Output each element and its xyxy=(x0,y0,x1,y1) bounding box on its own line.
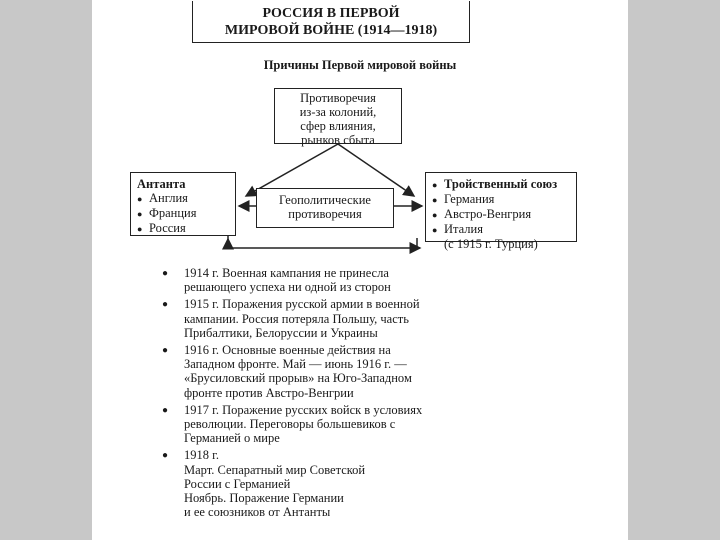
event-line: 1914 г. Военная кампания не принесла xyxy=(184,266,389,280)
event-line: «Брусиловский прорыв» на Юго-Западном xyxy=(184,371,412,386)
top-box-line-1: Противоречия xyxy=(300,91,376,105)
entente-item-label: Россия xyxy=(149,221,186,235)
event-line: России с Германией xyxy=(184,476,291,491)
geopolitical-contradictions-box xyxy=(256,188,394,228)
bullet-icon: ● xyxy=(432,195,438,205)
event-line: решающего успеха ни одной из сторон xyxy=(184,280,391,295)
event-line: революции. Переговоры большевиков с xyxy=(184,417,396,432)
diagram-heading: Причины Первой мировой войны xyxy=(263,58,457,72)
mid-box-line-1: Геополитические xyxy=(279,193,371,207)
left-gray-border xyxy=(0,0,92,540)
top-box-line-3: сфер влияния, xyxy=(300,119,376,133)
event-text xyxy=(184,297,420,340)
triple-alliance-item xyxy=(432,222,570,237)
triple-alliance-note-row xyxy=(432,237,570,251)
title-line-2: МИРОВОЙ ВОЙНЕ (1914—1918) xyxy=(224,23,438,38)
event-line: кампании. Россия потеряла Польшу, часть xyxy=(184,311,409,326)
bullet-icon: ● xyxy=(162,345,169,357)
event-line: 1917 г. Поражение русских войск в условиях xyxy=(184,402,423,417)
event-text xyxy=(184,343,412,400)
event-text xyxy=(184,403,422,446)
triple-alliance-box xyxy=(425,172,577,251)
event-line: Прибалтики, Белоруссии и Украины xyxy=(184,325,378,340)
entente-item-label: Англия xyxy=(149,191,188,205)
bullet-icon: ● xyxy=(137,194,143,204)
events-list xyxy=(162,266,522,522)
triple-alliance-note: (с 1915 г. Турция) xyxy=(444,237,538,251)
triple-alliance-title-row xyxy=(432,177,570,192)
top-box-line-4: рынков сбыта xyxy=(301,133,375,147)
bullet-icon: ● xyxy=(162,404,169,416)
event-line: 1918 г. xyxy=(184,448,219,463)
event-line: 1916 г. Основные военные действия на xyxy=(184,343,391,358)
triple-alliance-title: Тройственный союз xyxy=(444,177,558,191)
triple-alliance-item xyxy=(432,192,570,207)
mid-box-line-2: противоречия xyxy=(288,207,362,221)
event-item-1918 xyxy=(162,448,522,519)
event-item-1914 xyxy=(162,266,522,294)
event-item-1916 xyxy=(162,343,522,400)
bullet-icon: ● xyxy=(137,224,143,234)
event-line: Западном фронте. Май — июнь 1916 г. — xyxy=(184,357,407,372)
entente-title: Антанта xyxy=(137,177,186,191)
document-page xyxy=(92,0,628,540)
bullet-icon: ● xyxy=(432,225,438,235)
entente-item-label: Франция xyxy=(149,206,197,220)
bullet-icon: ● xyxy=(162,450,169,462)
entente-box xyxy=(130,172,236,236)
event-line: Ноябрь. Поражение Германии xyxy=(184,491,344,506)
bullet-icon: ● xyxy=(432,210,438,220)
triple-alliance-item xyxy=(432,207,570,222)
event-line: фронте против Австро-Венгрии xyxy=(184,385,354,400)
top-box-line-2: из-за колоний, xyxy=(299,105,377,119)
triple-alliance-item-label: Италия xyxy=(444,222,483,236)
triple-alliance-item-label: Германия xyxy=(444,192,495,206)
event-line: Германией о мире xyxy=(184,431,280,446)
bullet-icon: ● xyxy=(137,209,143,219)
event-item-1917 xyxy=(162,403,522,446)
event-line: и ее союзников от Антанты xyxy=(184,505,331,520)
colonial-contradictions-box xyxy=(274,88,402,147)
event-line: Март. Сепаратный мир Советской xyxy=(184,462,366,477)
bullet-icon: ● xyxy=(432,180,438,190)
event-item-1915 xyxy=(162,297,522,340)
event-text xyxy=(184,266,391,294)
entente-item xyxy=(137,191,229,206)
event-line: 1915 г. Поражения русской армии в военной xyxy=(184,297,420,312)
title-line-1: РОССИЯ В ПЕРВОЙ xyxy=(262,6,400,21)
entente-item xyxy=(137,221,229,236)
event-text xyxy=(184,448,365,519)
bottom-connector xyxy=(228,236,417,248)
entente-item xyxy=(137,206,229,221)
bullet-icon: ● xyxy=(162,268,169,279)
triple-alliance-item-label: Австро-Венгрия xyxy=(444,207,532,221)
bullet-icon: ● xyxy=(162,299,169,311)
right-gray-border xyxy=(628,0,720,540)
